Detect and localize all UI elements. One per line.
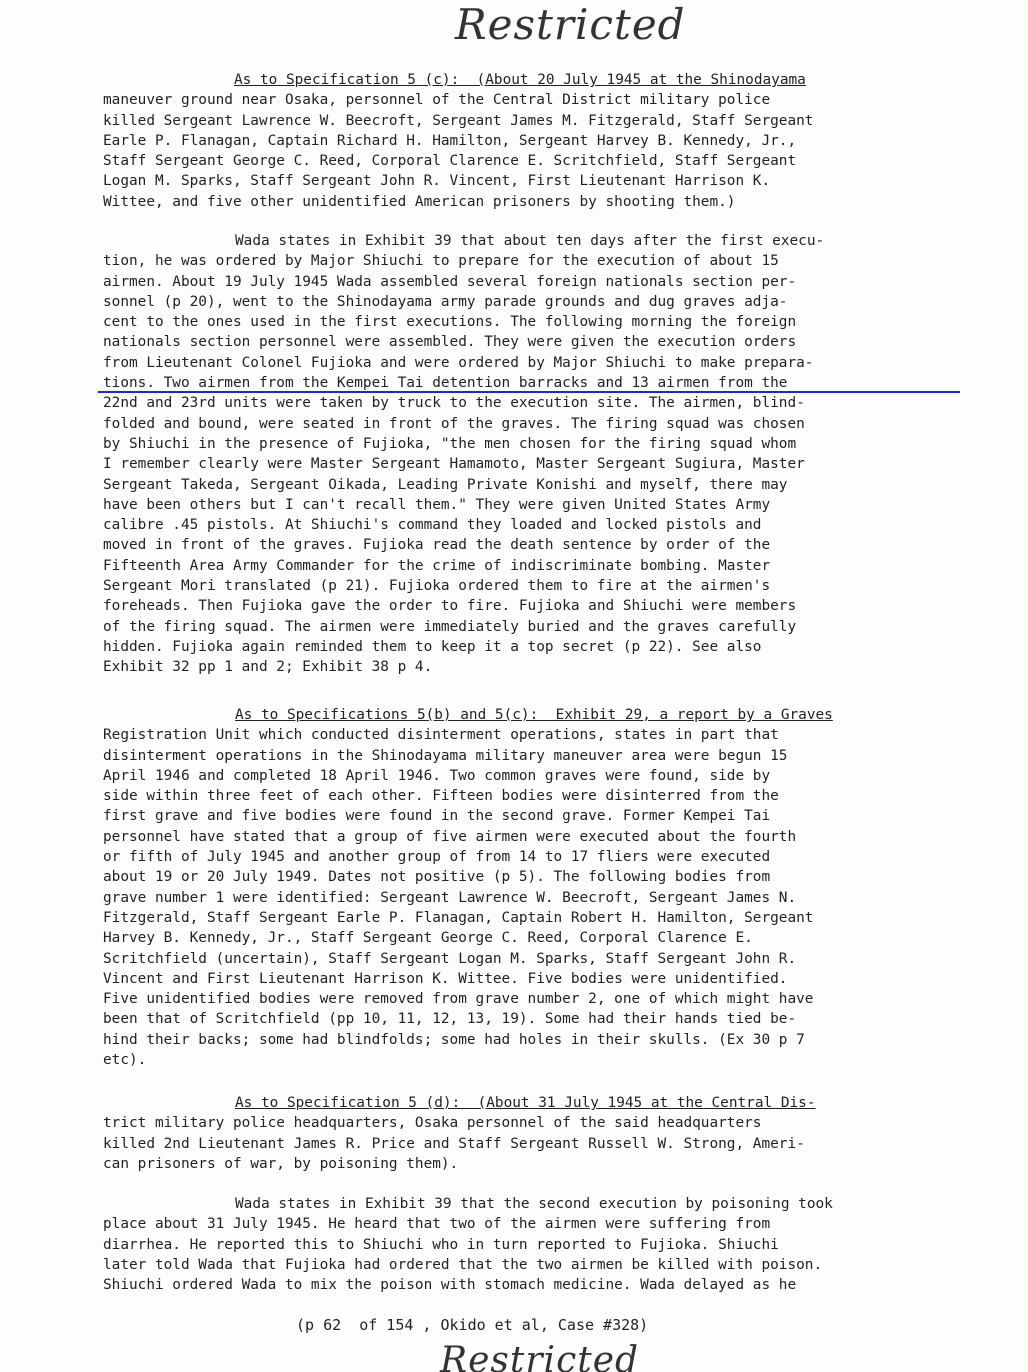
text-line: have been others but I can't recall them." They were given United States Army (103, 496, 771, 513)
text-line (103, 1093, 953, 1113)
text-line: foreheads. Then Fujioka gave the order to fire. Fujioka and Shiuchi were members (103, 598, 797, 615)
text-line: Logan M. Sparks, Staff Sergeant John R. Vincent, First Lieutenant Harrison K. (103, 173, 771, 190)
page-footer: (p 62 of 154 , Okido et al, Case #328) (296, 1316, 649, 1334)
spec-heading-underlined: As to Specification 5 (c): (About 20 July 1945 at the Shinodayama (234, 72, 806, 88)
paragraph-spec-5d-heading (103, 1093, 953, 1174)
text-line: hidden. Fujioka again reminded them to keep it a top secret (p 22). See also (103, 638, 762, 655)
text-line: Wada states in Exhibit 39 that the second execution by poisoning took (235, 1196, 833, 1212)
text-line: Five unidentified bodies were removed from grave number 2, one of which might have (103, 991, 814, 1008)
text-line: Scritchfield (uncertain), Staff Sergeant Logan M. Sparks, Staff Sergeant John R. (103, 950, 797, 967)
text-line: place about 31 July 1945. He heard that two of the airmen were suffering from (103, 1216, 771, 1233)
text-line: April 1946 and completed 18 April 1946. Two common graves were found, side by (103, 767, 771, 784)
text-line: tions. Two airmen from the Kempei Tai detention barracks and 13 airmen from the (103, 375, 788, 392)
text-line: of the firing squad. The airmen were immediately buried and the graves carefully (103, 618, 797, 635)
text-line: killed Sergeant Lawrence W. Beecroft, Sergeant James M. Fitzgerald, Staff Sergeant (103, 112, 814, 129)
text-line: Staff Sergeant George C. Reed, Corporal Clarence E. Scritchfield, Staff Sergeant (103, 153, 797, 170)
text-line: killed 2nd Lieutenant James R. Price and Staff Sergeant Russell W. Strong, Ameri- (103, 1135, 805, 1152)
text-line: Exhibit 32 pp 1 and 2; Exhibit 38 p 4. (103, 659, 433, 676)
text-line: Harvey B. Kennedy, Jr., Staff Sergeant George C. Reed, Corporal Clarence E. (103, 930, 753, 947)
text-line: Sergeant Mori translated (p 21). Fujioka ordered them to fire at the airmen's (103, 578, 771, 595)
text-line (103, 705, 953, 725)
restricted-stamp-top: Restricted (455, 0, 686, 49)
paragraph-wada-poisoning (103, 1194, 953, 1295)
text-line: first grave and five bodies were found in the second grave. Former Kempei Tai (103, 808, 771, 825)
text-line: side within three feet of each other. Fifteen bodies were disinterred from the (103, 788, 779, 805)
text-line: tion, he was ordered by Major Shiuchi to prepare for the execution of about 15 (103, 253, 779, 270)
paragraph-spec-5b-5c-disinterment (103, 705, 953, 1070)
text-line: about 19 or 20 July 1949. Dates not positive (p 5). The following bodies from (103, 869, 771, 886)
text-line: Wittee, and five other unidentified American prisoners by shooting them.) (103, 193, 736, 210)
text-line: later told Wada that Fujioka had ordered that the two airmen be killed with poison. (103, 1256, 823, 1273)
restricted-stamp-bottom: Restricted (440, 1340, 640, 1372)
text-line: diarrhea. He reported this to Shiuchi who in turn reported to Fujioka. Shiuchi (103, 1236, 779, 1253)
text-line: disinterment operations in the Shinodayama military maneuver area were begun 15 (103, 747, 788, 764)
text-line: Earle P. Flanagan, Captain Richard H. Hamilton, Sergeant Harvey B. Kennedy, Jr., (103, 132, 797, 149)
paragraph-wada-first-execution (103, 231, 953, 678)
spec-heading-underlined: As to Specifications 5(b) and 5(c): Exhibit 29, a report by a Graves (235, 707, 833, 723)
text-line: Registration Unit which conducted disinterment operations, states in part that (103, 727, 779, 744)
text-line (103, 70, 953, 90)
text-line: calibre .45 pistols. At Shiuchi's command they loaded and locked pistols and (103, 517, 762, 534)
text-line: or fifth of July 1945 and another group of from 14 to 17 fliers were executed (103, 849, 771, 866)
text-line: Wada states in Exhibit 39 that about ten days after the first execu- (235, 233, 825, 249)
text-line: Vincent and First Lieutenant Harrison K. Wittee. Five bodies were unidentified. (103, 970, 788, 987)
text-line: moved in front of the graves. Fujioka read the death sentence by order of the (103, 537, 771, 554)
paragraph-spec-5c-heading (103, 70, 953, 212)
text-line: been that of Scritchfield (pp 10, 11, 12, 13, 19). Some had their hands tied be- (103, 1011, 797, 1028)
text-line: Shiuchi ordered Wada to mix the poison with stomach medicine. Wada delayed as he (103, 1277, 797, 1294)
text-line: from Lieutenant Colonel Fujioka and were ordered by Major Shiuchi to make prepara- (103, 354, 814, 371)
text-line: Fifteenth Area Army Commander for the crime of indiscriminate bombing. Master (103, 557, 771, 574)
text-line: Fitzgerald, Staff Sergeant Earle P. Flanagan, Captain Robert H. Hamilton, Sergeant (103, 909, 814, 926)
text-line: by Shiuchi in the presence of Fujioka, "the men chosen for the firing squad whom (103, 435, 797, 452)
text-line: Sergeant Takeda, Sergeant Oikada, Leading Private Konishi and myself, there may (103, 476, 788, 493)
spec-heading-underlined: As to Specification 5 (d): (About 31 July 1945 at the Central Dis- (235, 1095, 816, 1111)
text-line: sonnel (p 20), went to the Shinodayama army parade grounds and dug graves adja- (103, 293, 788, 310)
text-line: cent to the ones used in the first executions. The following morning the foreign (103, 314, 797, 331)
text-line: hind their backs; some had blindfolds; some had holes in their skulls. (Ex 30 p 7 (103, 1031, 805, 1048)
text-line: etc). (103, 1052, 147, 1069)
text-line: 22nd and 23rd units were taken by truck to the execution site. The airmen, blind- (103, 395, 805, 412)
text-line: I remember clearly were Master Sergeant Hamamoto, Master Sergeant Sugiura, Master (103, 456, 805, 473)
text-line: maneuver ground near Osaka, personnel of the Central District military police (103, 92, 771, 109)
blue-marker-underline (98, 391, 960, 393)
text-line: can prisoners of war, by poisoning them). (103, 1155, 459, 1172)
text-line: personnel have stated that a group of five airmen were executed about the fourth (103, 828, 797, 845)
text-line: folded and bound, were seated in front of the graves. The firing squad was chosen (103, 415, 805, 432)
text-line: nationals section personnel were assembled. They were given the execution orders (103, 334, 797, 351)
text-line: grave number 1 were identified: Sergeant Lawrence W. Beecroft, Sergeant James N. (103, 889, 797, 906)
text-line: airmen. About 19 July 1945 Wada assembled several foreign nationals section per- (103, 273, 797, 290)
text-line: trict military police headquarters, Osaka personnel of the said headquarters (103, 1115, 762, 1132)
